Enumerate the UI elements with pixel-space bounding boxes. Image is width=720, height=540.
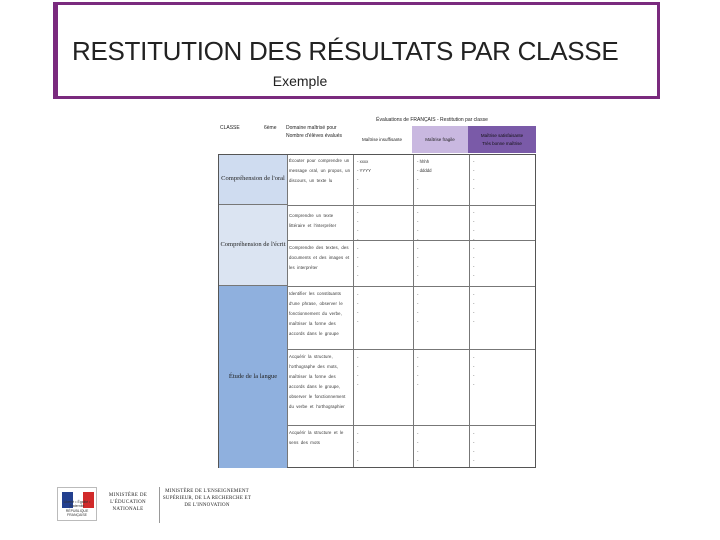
cell-fragile: - - - - xyxy=(417,246,419,278)
slide-title: RESTITUTION DES RÉSULTATS PAR CLASSE xyxy=(72,36,619,66)
cell-fragile: - - - - xyxy=(417,431,419,463)
slide-frame-bottom xyxy=(55,96,660,99)
cell-insuffisante: - - - - xyxy=(357,355,359,387)
republique-francaise-logo xyxy=(57,487,97,521)
sheet-main-header: Évaluations de FRANÇAIS - Restitution par classe xyxy=(376,117,488,123)
table-row xyxy=(287,286,535,349)
cell-fragile: - - - - xyxy=(417,292,419,324)
results-grid xyxy=(218,154,536,468)
cell-insuffisante: - - - - xyxy=(357,431,359,463)
flag-caption: Liberté • Égalité • Fraternité RÉPUBLIQUE FRANÇAISE xyxy=(63,500,91,517)
table-row xyxy=(287,425,535,468)
cell-insuffisante: - - - - xyxy=(357,210,359,242)
ministry-logo xyxy=(57,487,255,523)
cell-satisfaisante: - - - - xyxy=(473,210,475,242)
table-row xyxy=(287,240,535,286)
cell-fragile: - hhhh - ddddd - - xyxy=(417,159,432,191)
cell-fragile: - - - - xyxy=(417,355,419,387)
cell-satisfaisante: - - - - xyxy=(473,246,475,278)
table-row xyxy=(287,349,535,425)
cell-insuffisante: - - - - xyxy=(357,292,359,324)
column-header-fragile: Maîtrise fragile xyxy=(412,126,468,153)
domain-langue: Étude de la langue xyxy=(219,286,287,468)
competence-label: Identifier les constituants d'une phrase, observer le fonctionnement du verbe, maîtriser la forme des accords dans le groupe xyxy=(289,291,343,336)
competence-label: Comprendre des textes, des documents et des images et les interpréter xyxy=(289,245,350,270)
competence-label: Acquérir la structure et le sens des mots xyxy=(289,430,344,445)
domain-ecrit: Compréhension de l'écrit xyxy=(219,205,287,286)
ministry-education-label: MINISTÈRE DE L'ÉDUCATION NATIONALE xyxy=(97,487,160,523)
cell-fragile: - - - - xyxy=(417,210,419,242)
column-header-satisfaisante: Maîtrise satisfaisante Très bonne maîtrise xyxy=(468,126,536,153)
domain-oral: Compréhension de l'oral xyxy=(219,155,287,205)
cell-satisfaisante: - - - - xyxy=(473,431,475,463)
competence-label: Acquérir la structure, l'orthographe des mots, maîtriser la forme des accords dans le groupe, observer le fonctionnement du verbe et l'orthographier xyxy=(289,354,346,409)
competence-label: Écouter pour comprendre un message oral, un propos, un discours, un texte lu xyxy=(289,158,351,183)
niveau-label: 6ème xyxy=(264,125,277,131)
cell-insuffisante: - - - - xyxy=(357,246,359,278)
ministry-higher-education-label: MINISTÈRE DE L'ENSEIGNEMENT SUPÉRIEUR, DE LA RECHERCHE ET DE L'INNOVATION xyxy=(162,489,252,508)
slide-subtitle: Exemple xyxy=(272,73,328,89)
table-row xyxy=(287,155,535,205)
cell-satisfaisante: - - - - xyxy=(473,292,475,324)
column-header-insuffisante: Maîtrise insuffisante xyxy=(352,126,412,153)
cell-satisfaisante: - - - - xyxy=(473,355,475,387)
cell-insuffisante: - xxxx - YYYY - - xyxy=(357,159,372,191)
results-sheet xyxy=(218,117,536,468)
classe-label: CLASSE xyxy=(220,125,240,131)
competence-label: Comprendre un texte littéraire et l'interpréter xyxy=(289,213,337,228)
domaine-label: Domaine maîtrisé pour Nombre d'élèves évalués xyxy=(286,125,342,139)
table-row xyxy=(287,205,535,240)
cell-satisfaisante: - - - - xyxy=(473,159,475,191)
